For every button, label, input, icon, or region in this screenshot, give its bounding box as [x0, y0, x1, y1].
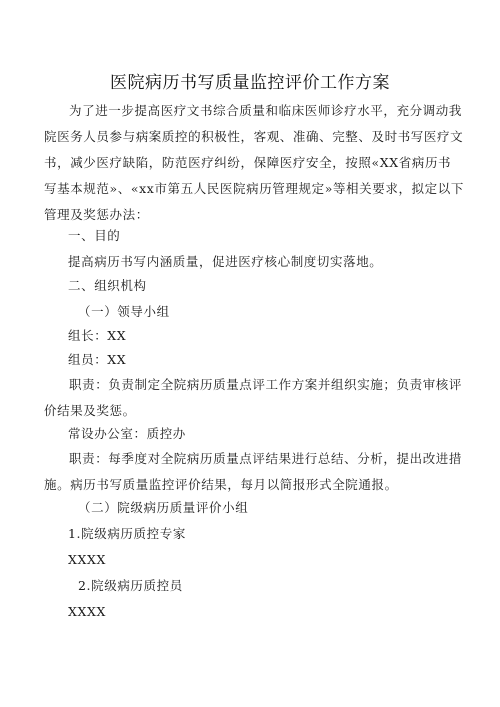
leader-line: 组长：XX	[68, 328, 127, 343]
section-heading-organization: 二、组织机构	[68, 278, 147, 293]
subsection-heading-evaluation: （二）院级病历质量评价小组	[78, 500, 249, 515]
purpose-text: 提高病历书写内涵质量，促进医疗核心制度切实落地。	[68, 254, 383, 269]
list-item-experts-value: XXXX	[68, 552, 106, 567]
members-line: 组员：XX	[68, 352, 127, 367]
list-item-experts: 1.院级病历质控专家	[68, 526, 186, 541]
intro-paragraph: 为了进一步提高医疗文书综合质量和临床医师诊疗水平，充分调动我院医务人员参与病案质控的积极性，客观、准确、完整、及时书写医疗文书，减少医疗缺陷，防范医疗纠纷，保障医疗安全，按照«XX省病历书写基本规范»、«xx市第五人民医院病历管理规定»等相关要求，拟定以下管理及奖惩办法：	[44, 103, 464, 222]
list-item-inspectors: 2.院级病历质控员	[78, 578, 183, 593]
duty-paragraph-2: 职责：每季度对全院病历质量点评结果进行总结、分析，提出改进措施。病历书写质量监控评价结果，每月以简报形式全院通报。	[44, 451, 463, 492]
list-item-inspectors-value: XXXX	[68, 604, 106, 619]
subsection-heading-leadership: （一）领导小组	[78, 304, 170, 319]
section-heading-purpose: 一、目的	[68, 228, 121, 243]
document-title: 医院病历书写质量监控评价工作方案	[110, 73, 390, 93]
duty-paragraph-1: 职责：负责制定全院病历质量点评工作方案并组织实施；负责审核评价结果及奖惩。	[44, 377, 463, 418]
office-line: 常设办公室：质控办	[68, 426, 186, 441]
